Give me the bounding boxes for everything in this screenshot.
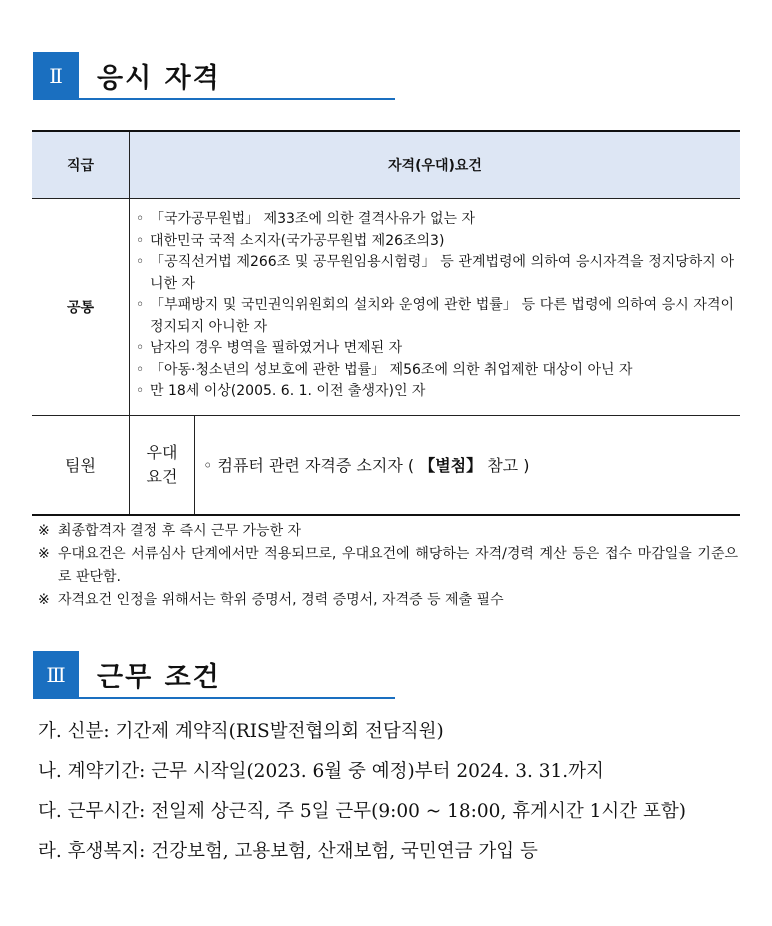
note-item: ※ 최종합격자 결정 후 즉시 근무 가능한 자: [38, 523, 302, 539]
rank-member: 팀원: [32, 415, 130, 515]
list-item: ◦ 대한민국 국적 소지자(국가공무원법 제26조의3): [136, 232, 445, 249]
condition-item: 나. 계약기간: 근무 시작일(2023. 6월 중 예정)부터 2024. 3. 31.까지: [38, 761, 604, 782]
rank-common: 공통: [32, 199, 130, 416]
list-item: ◦ 「아동·청소년의 성보호에 관한 법률」 제56조에 의한 취업제한 대상이 아닌 자: [136, 361, 633, 378]
section-title: 응시 자격: [97, 63, 221, 94]
table-header-row: [32, 131, 740, 199]
condition-item: 가. 신분: 기간제 계약직(RIS발전협의회 전담직원): [38, 721, 444, 742]
table-row-member: [32, 415, 740, 515]
list-item: ◦ 「부패방지 및 국민권익위원회의 설치와 운영에 관한 법률」 등 다른 법령에 의하여 응시 자격이 정지되지 아니한 자: [136, 297, 734, 335]
list-item: ◦ 남자의 경우 병역을 필하였거나 면제된 자: [136, 340, 403, 356]
note-item: ※ 우대요건은 서류심사 단계에서만 적용되므로, 우대요건에 해당하는 자격/경력 계산 등은 접수 마감일을 기준으로 판단함.: [38, 546, 738, 585]
section-number: Ⅱ: [33, 52, 79, 100]
section-underline: [79, 98, 395, 100]
attachment-reference: 【별첨】: [419, 456, 483, 475]
qualification-table: [32, 130, 740, 516]
working-conditions: [38, 712, 748, 872]
preferred-requirements-label: 우대 요건: [130, 415, 195, 515]
section-title: 근무 조건: [97, 662, 221, 693]
common-requirements: [130, 199, 741, 416]
section-underline: [79, 697, 395, 699]
preferred-requirements-text: ◦ 컴퓨터 관련 자격증 소지자 ( 【별첨】 참고 ): [195, 415, 741, 515]
list-item: ◦ 「국가공무원법」 제33조에 의한 결격사유가 없는 자: [136, 211, 476, 227]
list-item: ◦ 「공직선거법 제266조 및 공무원임용시험령」 등 관계법령에 의하여 응시자격을 정지당하지 아니한 자: [136, 254, 734, 292]
note-item: ※ 자격요건 인정을 위해서는 학위 증명서, 경력 증명서, 자격증 등 제출 필수: [38, 592, 504, 608]
header-requirements: 자격(우대)요건: [130, 131, 741, 199]
list-item: ◦ 만 18세 이상(2005. 6. 1. 이전 출생자)인 자: [136, 383, 426, 399]
section-number: Ⅲ: [33, 651, 79, 699]
header-rank: 직급: [32, 131, 130, 199]
condition-item: 다. 근무시간: 전일제 상근직, 주 5일 근무(9:00 ~ 18:00, 휴게시간 1시간 포함): [38, 801, 686, 822]
table-row-common: [32, 199, 740, 416]
condition-item: 라. 후생복지: 건강보험, 고용보험, 산재보험, 국민연금 가입 등: [38, 841, 538, 862]
notes: [38, 520, 738, 612]
